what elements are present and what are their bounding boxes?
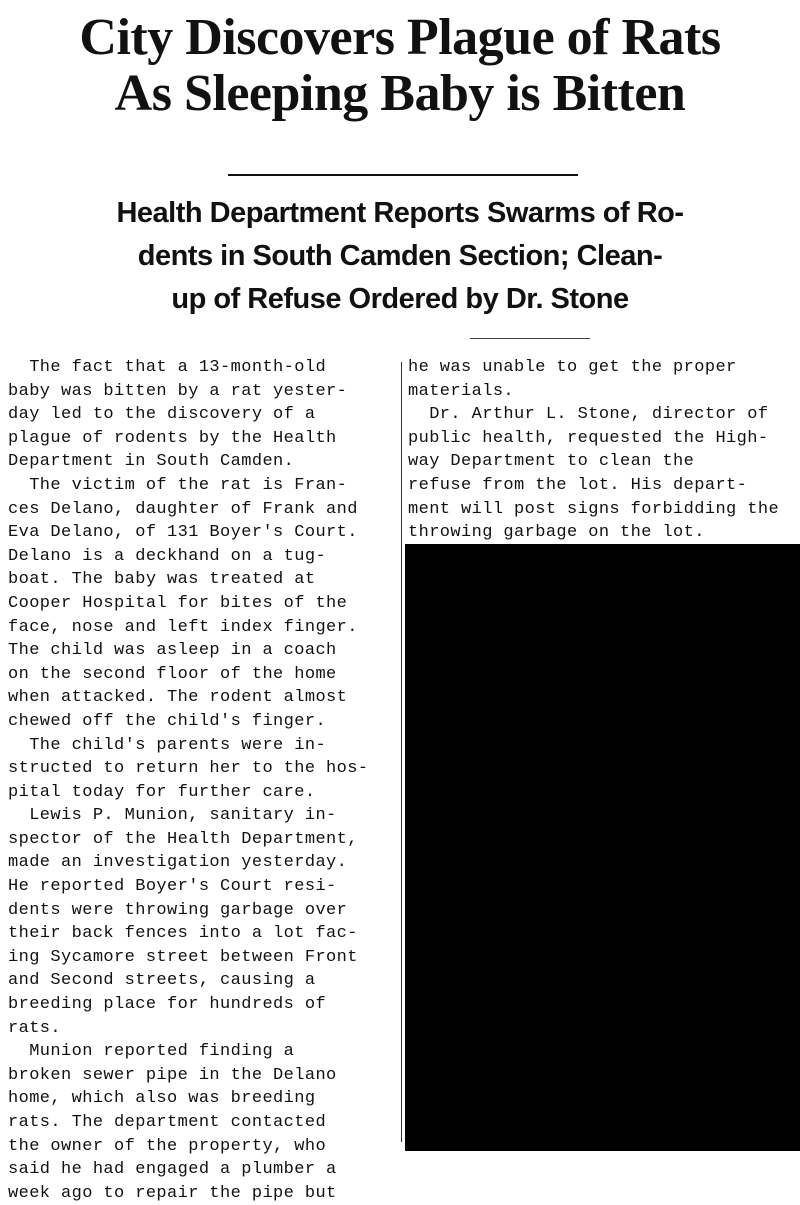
article-line: when attacked. The rodent almost [8, 688, 348, 708]
article-line: on the second floor of the home [8, 664, 337, 684]
article-line: ment will post signs forbidding the [408, 499, 780, 519]
article-line: and Second streets, causing a [8, 971, 316, 991]
article-line: ing Sycamore street between Front [8, 947, 358, 967]
headline-line-1: City Discovers Plague of Rats [79, 9, 721, 66]
article-line: plague of rodents by the Health [8, 428, 337, 448]
article-line: materials. [408, 381, 515, 401]
article-line: he was unable to get the proper [408, 358, 737, 377]
headline [0, 10, 800, 122]
article-line: Lewis P. Munion, sanitary in- [8, 806, 337, 826]
article-column-right [408, 356, 796, 545]
article-line: chewed off the child's finger. [8, 711, 327, 731]
article-line: throwing garbage on the lot. [408, 523, 705, 543]
article-line: He reported Boyer's Court resi- [8, 877, 337, 897]
article-line: boat. The baby was treated at [8, 570, 316, 590]
article-line: dents were throwing garbage over [8, 900, 348, 920]
article-line: Department in South Camden. [8, 452, 295, 472]
article-line: pital today for further care. [8, 782, 316, 802]
article-line: public health, requested the High- [408, 428, 769, 448]
article-line: The fact that a 13-month-old [8, 358, 327, 377]
article-line: way Department to clean the [408, 452, 695, 472]
article-line: Munion reported finding a [8, 1042, 295, 1062]
deck-line-2: dents in South Camden Section; Clean- [137, 240, 663, 272]
headline-rule [228, 174, 578, 176]
deck-rule [470, 338, 590, 339]
article-line: made an investigation yesterday. [8, 853, 348, 873]
article-line: baby was bitten by a rat yester- [8, 381, 348, 401]
subheadline-deck [0, 192, 800, 321]
article-line: week ago to repair the pipe but [8, 1183, 337, 1203]
article-line: rats. [8, 1018, 62, 1038]
article-line: broken sewer pipe in the Delano [8, 1065, 337, 1085]
column-divider [401, 362, 402, 1142]
article-line: Dr. Arthur L. Stone, director of [408, 405, 769, 425]
article-line: spector of the Health Department, [8, 829, 358, 849]
article-line: home, which also was breeding [8, 1089, 316, 1109]
article-line: refuse from the lot. His depart- [408, 475, 748, 495]
article-line: The victim of the rat is Fran- [8, 475, 348, 495]
article-column-left [8, 356, 396, 1205]
article-line: the owner of the property, who [8, 1136, 327, 1156]
deck-line-3: up of Refuse Ordered by Dr. Stone [171, 283, 629, 315]
article-line: breeding place for hundreds of [8, 995, 327, 1015]
article-line: day led to the discovery of a [8, 405, 316, 425]
article-line: The child was asleep in a coach [8, 641, 337, 661]
article-line: structed to return her to the hos- [8, 759, 369, 779]
article-line: The child's parents were in- [8, 735, 327, 755]
article-line: Delano is a deckhand on a tug- [8, 546, 327, 566]
article-line: ces Delano, daughter of Frank and [8, 499, 358, 519]
article-line: Cooper Hospital for bites of the [8, 593, 348, 613]
article-line: Eva Delano, of 131 Boyer's Court. [8, 523, 358, 543]
article-line: said he had engaged a plumber a [8, 1160, 337, 1180]
article-line: their back fences into a lot fac- [8, 924, 358, 944]
article-line: face, nose and left index finger. [8, 617, 358, 637]
article-line: rats. The department contacted [8, 1113, 327, 1132]
blacked-out-region [405, 544, 800, 1151]
deck-line-1: Health Department Reports Swarms of Ro- [116, 197, 684, 229]
headline-line-2: As Sleeping Baby is Bitten [114, 65, 686, 122]
